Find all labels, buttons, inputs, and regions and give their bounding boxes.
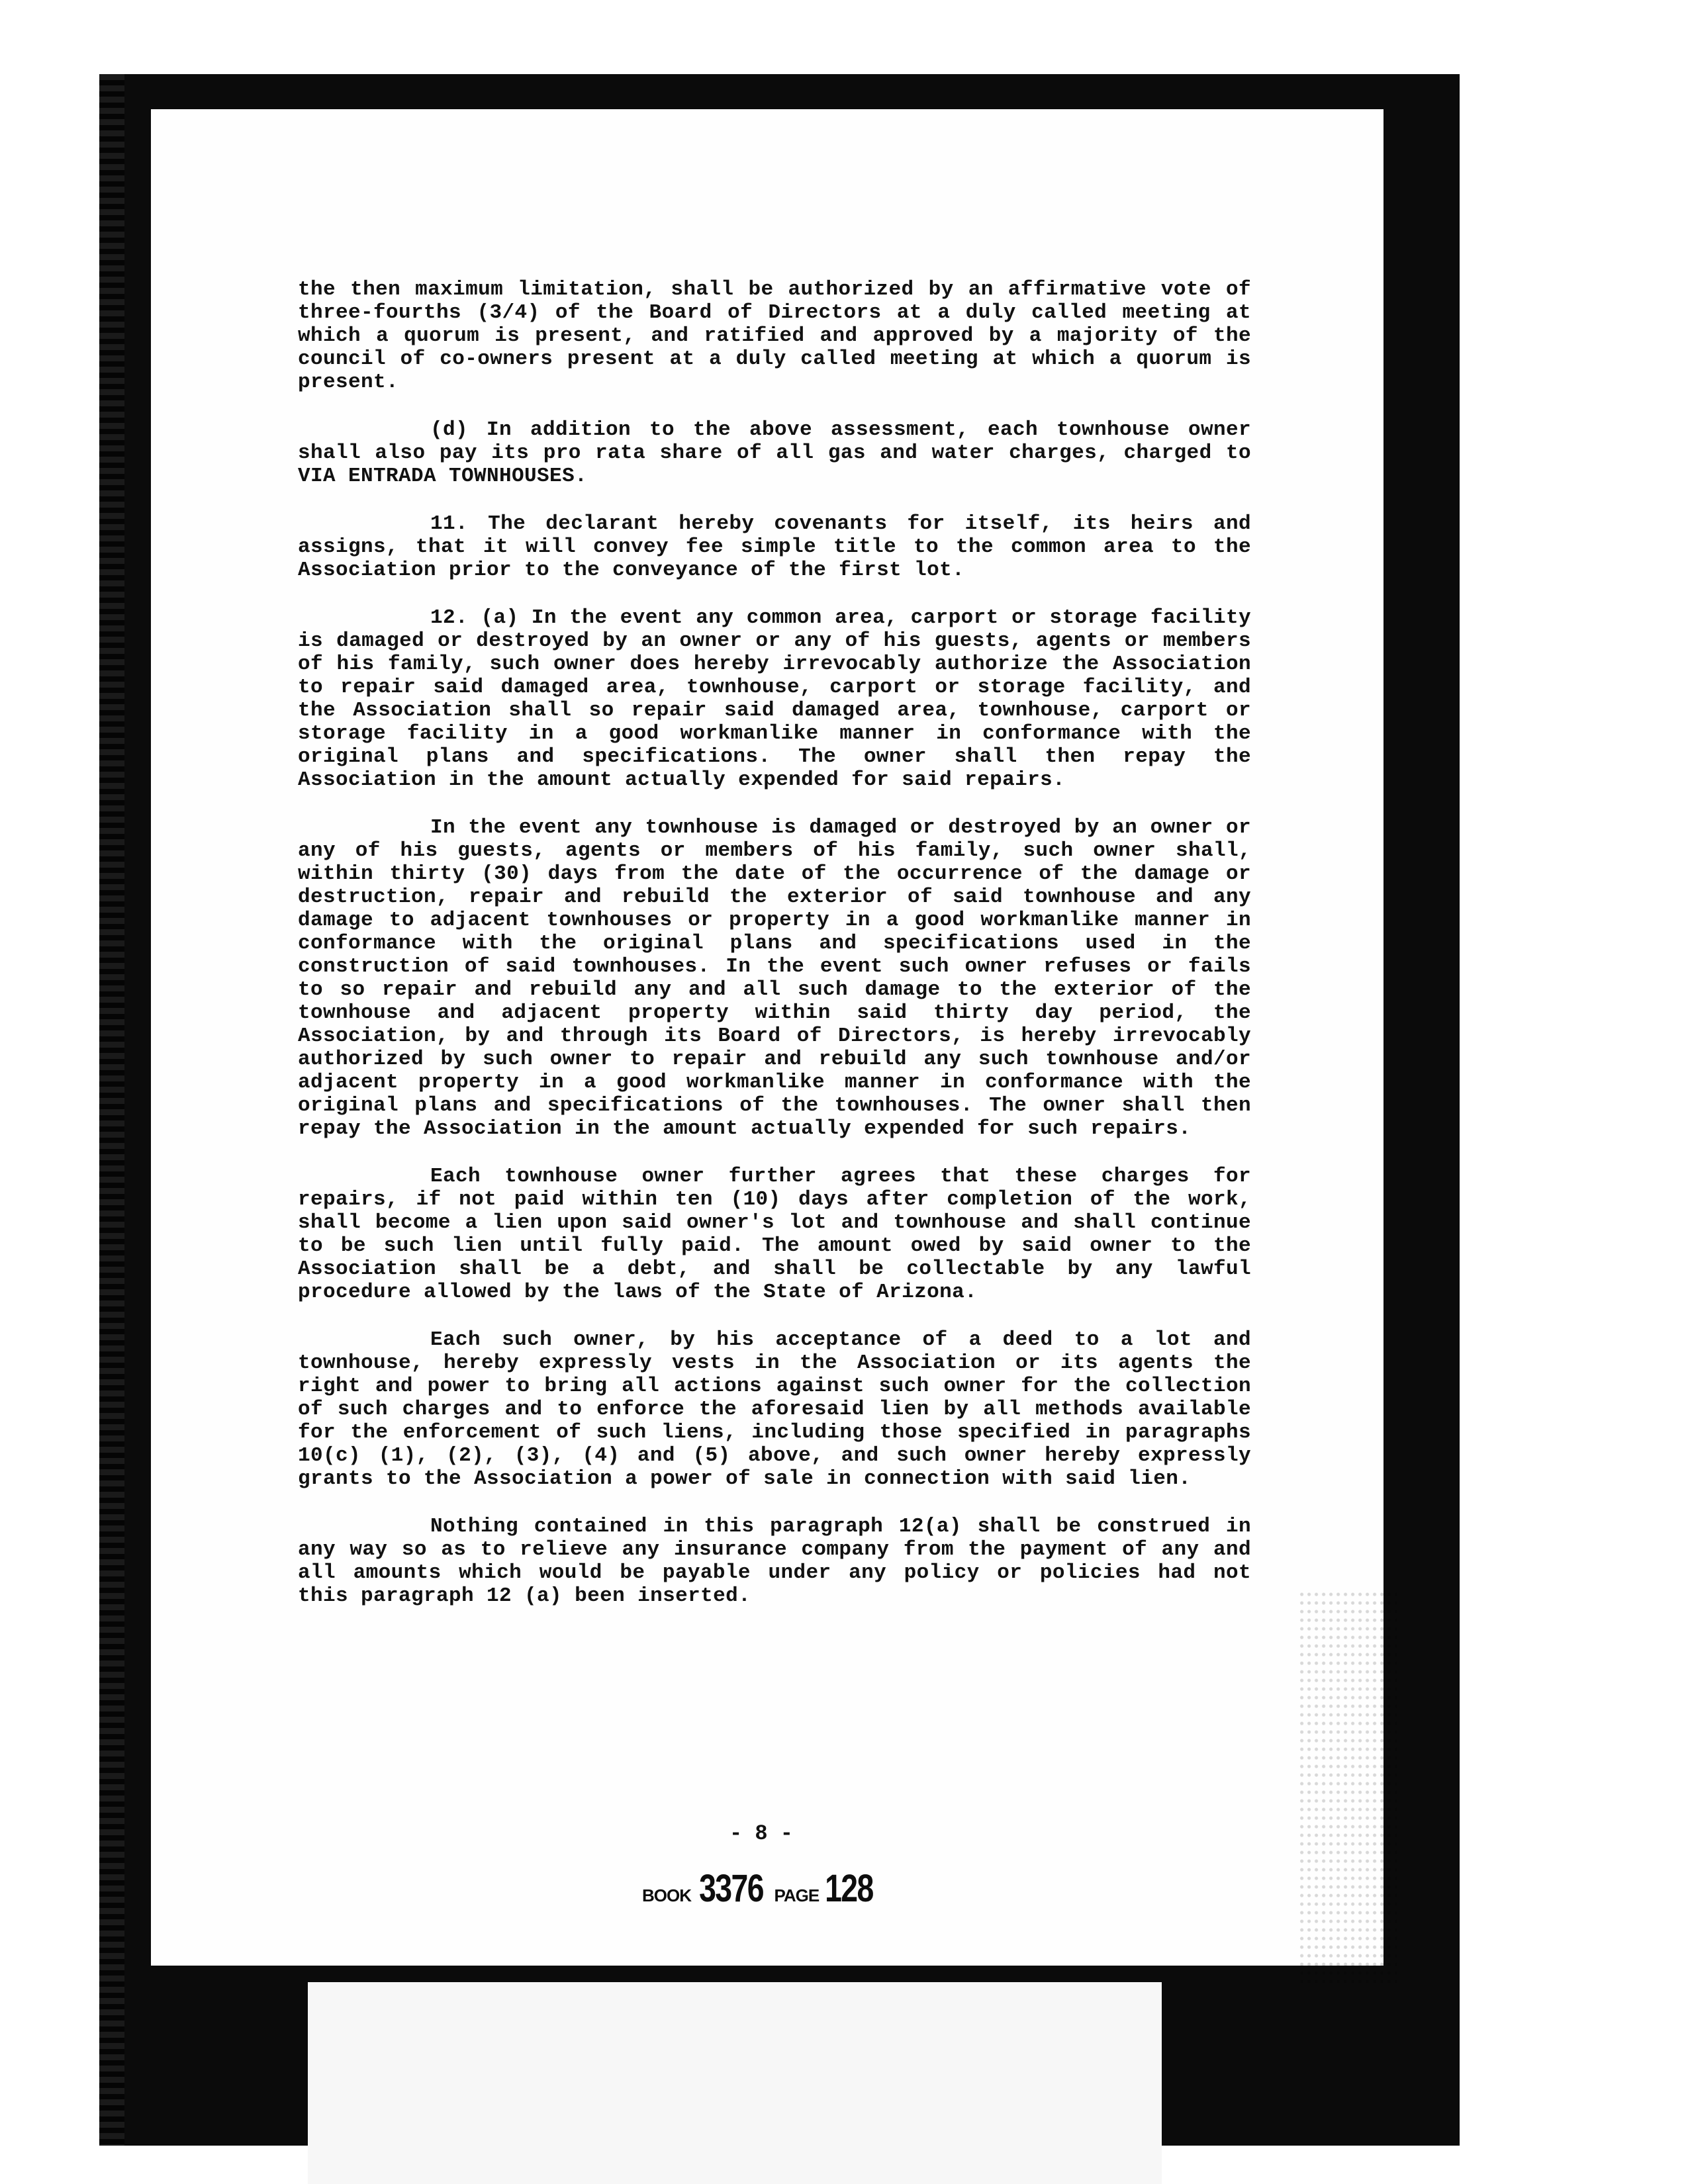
paragraph: (d) In addition to the above assessment, each townhouse owner shall also pay its pro rata share of all gas and water charges, charged to VIA ENTRADA TOWNHOUSES. bbox=[298, 418, 1251, 488]
paragraph: Nothing contained in this paragraph 12(a) shall be construed in any way so as to relieve any insurance company from the payment of any and all amounts which would be payable under any policy or policies had not this paragraph 12 (a) been inserted. bbox=[298, 1515, 1251, 1608]
page-ref: 128 bbox=[825, 1867, 873, 1910]
document-body bbox=[298, 278, 1251, 1632]
book-label: BOOK bbox=[642, 1886, 691, 1905]
overlay-slip bbox=[308, 1982, 1162, 2184]
paragraph: In the event any townhouse is damaged or destroyed by an owner or any of his guests, agents or members of his family, such owner shall, within thirty (30) days from the date of the occurrence of the damage or destruction, repair and rebuild the exterior of said townhouse and any damage to adjacent townhouses or property in a good workmanlike manner in conformance with the original plans and specifications used in the construction of said townhouses. In the event such owner refuses or fails to so repair and rebuild any and all such damage to the exterior of the townhouse and adjacent property within said thirty day period, the Association, by and through its Board of Directors, is hereby irrevocably authorized by such owner to repair and rebuild any such townhouse and/or adjacent property in a good workmanlike manner in conformance with the original plans and specifications of the townhouses. The owner shall then repay the Association in the amount actually expended for such repairs. bbox=[298, 816, 1251, 1140]
scan-edge-noise bbox=[99, 74, 124, 2146]
paragraph: 11. The declarant hereby covenants for itself, its heirs and assigns, that it will convey fee simple title to the common area to the Association prior to the conveyance of the first lot. bbox=[298, 512, 1251, 582]
paragraph: the then maximum limitation, shall be authorized by an affirmative vote of three-fourths (3/4) of the Board of Directors at a duly called meeting at which a quorum is present, and ratified and approved by a majority of the council of co-owners present at a duly called meeting at which a quorum is present. bbox=[298, 278, 1251, 394]
book-page-stamp bbox=[642, 1866, 940, 1911]
page-label: PAGE bbox=[774, 1886, 820, 1905]
paragraph: 12. (a) In the event any common area, carport or storage facility is damaged or destroyed by an owner or any of his guests, agents or members of his family, such owner does hereby irrevocably authorize the Association to repair said damaged area, townhouse, carport or storage facility, and the Association shall so repair said damaged area, townhouse, carport or storage facility in a good workmanlike manner in conformance with the original plans and specifications. The owner shall then repay the Association in the amount actually expended for said repairs. bbox=[298, 606, 1251, 792]
scan-speckle bbox=[1297, 1588, 1397, 1985]
page-number: - 8 - bbox=[729, 1821, 793, 1846]
paragraph: Each townhouse owner further agrees that these charges for repairs, if not paid within ten (10) days after completion of the work, shall become a lien upon said owner's lot and townhouse and shall continue to be such lien until fully paid. The amount owed by said owner to the Association shall be a debt, and shall be collectable by any lawful procedure allowed by the laws of the State of Arizona. bbox=[298, 1165, 1251, 1304]
book-number: 3376 bbox=[699, 1867, 763, 1910]
paragraph: Each such owner, by his acceptance of a deed to a lot and townhouse, hereby expressly vests in the Association or its agents the right and power to bring all actions against such owner for the collection of such charges and to enforce the aforesaid lien by all methods available for the enforcement of such liens, including those specified in paragraphs 10(c) (1), (2), (3), (4) and (5) above, and such owner hereby expressly grants to the Association a power of sale in connection with said lien. bbox=[298, 1328, 1251, 1490]
